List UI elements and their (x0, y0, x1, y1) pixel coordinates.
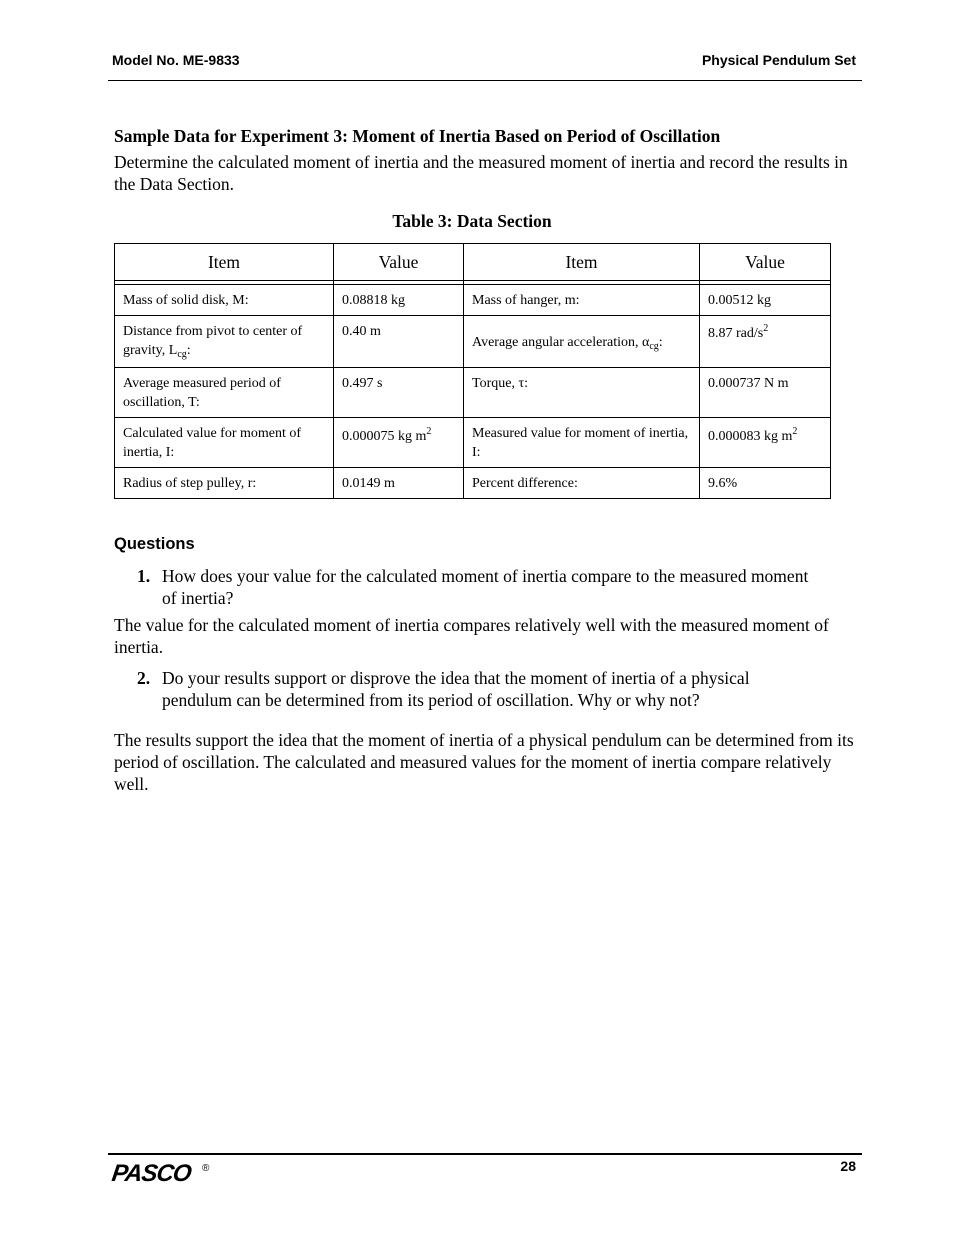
cell-item: Distance from pivot to center of gravity, $L_{cg}$: (115, 316, 334, 368)
cell-item: Average angular acceleration, $\alpha_{cg}$: (464, 316, 700, 368)
header-value-2: Value (700, 244, 831, 281)
model-number: Model No. ME-9833 (112, 52, 240, 68)
cell-item: Mass of solid disk, M: (115, 285, 334, 316)
data-table (114, 243, 831, 499)
question-number: 1. (137, 566, 151, 586)
answer-2: The results support the idea that the moment of inertia of a physical pendulum can be determined from its period of oscillation. The calculated and measured values for the moment of inertia compare relatively well. (114, 730, 854, 794)
header-value-1: Value (334, 244, 464, 281)
table-caption: Table 3: Data Section (392, 211, 552, 231)
cell-item: Measured value for moment of inertia, I: (464, 418, 700, 468)
question-text: How does your value for the calculated moment of inertia compare to the measured moment (162, 566, 809, 586)
cell-value: 0.40 m (334, 316, 464, 368)
cell-item: Percent difference: (464, 468, 700, 499)
cell-item: Torque, τ: (464, 368, 700, 418)
cell-value: 0.497 s (334, 368, 464, 418)
question-text: Do your results support or disprove the idea that the moment of inertia of a physical (162, 668, 750, 688)
question-2-continued: pendulum can be determined from its period of oscillation. Why or why not? (162, 690, 700, 710)
section-title: Sample Data for Experiment 3: Moment of Inertia Based on Period of Oscillation (114, 126, 721, 146)
cell-value: 0.000075 kg $m^2$ (334, 418, 464, 468)
header-divider (108, 80, 862, 81)
cell-value: 0.000737 N m (700, 368, 831, 418)
registered-mark: ® (202, 1163, 210, 1174)
cell-value: 0.00512 kg (700, 285, 831, 316)
question-1 (137, 565, 859, 587)
table-row (115, 285, 831, 316)
question-2 (137, 667, 859, 689)
product-name: Physical Pendulum Set (701, 52, 856, 68)
questions-heading: Questions (114, 535, 195, 553)
table-row (115, 418, 831, 468)
table-row (115, 316, 831, 368)
table-row (115, 468, 831, 499)
table-row (115, 368, 831, 418)
page-number: 28 (840, 1158, 856, 1174)
cell-item: Radius of step pulley, r: (115, 468, 334, 499)
cell-item: Average measured period of oscillation, T: (115, 368, 334, 418)
cell-value: 0.08818 kg (334, 285, 464, 316)
cell-value: 9.6% (700, 468, 831, 499)
footer-divider (108, 1153, 862, 1155)
question-1-continued: of inertia? (162, 588, 234, 608)
intro-paragraph: Determine the calculated moment of inertia and the measured moment of inertia and record the results in the Data Section. (114, 152, 848, 194)
cell-value: 8.87 rad/$s^2$ (700, 316, 831, 368)
answer-1: The value for the calculated moment of inertia compares relatively well with the measured moment of inertia. (114, 615, 829, 657)
cell-item: Mass of hanger, m: (464, 285, 700, 316)
table-header-row (115, 244, 831, 281)
pasco-logo: PASCO (110, 1160, 193, 1187)
cell-item: Calculated value for moment of inertia, I: (115, 418, 334, 468)
question-number: 2. (137, 668, 151, 688)
header-item-1: Item (115, 244, 334, 281)
header-item-2: Item (464, 244, 700, 281)
cell-value: 0.0149 m (334, 468, 464, 499)
cell-value: 0.000083 kg $m^2$ (700, 418, 831, 468)
